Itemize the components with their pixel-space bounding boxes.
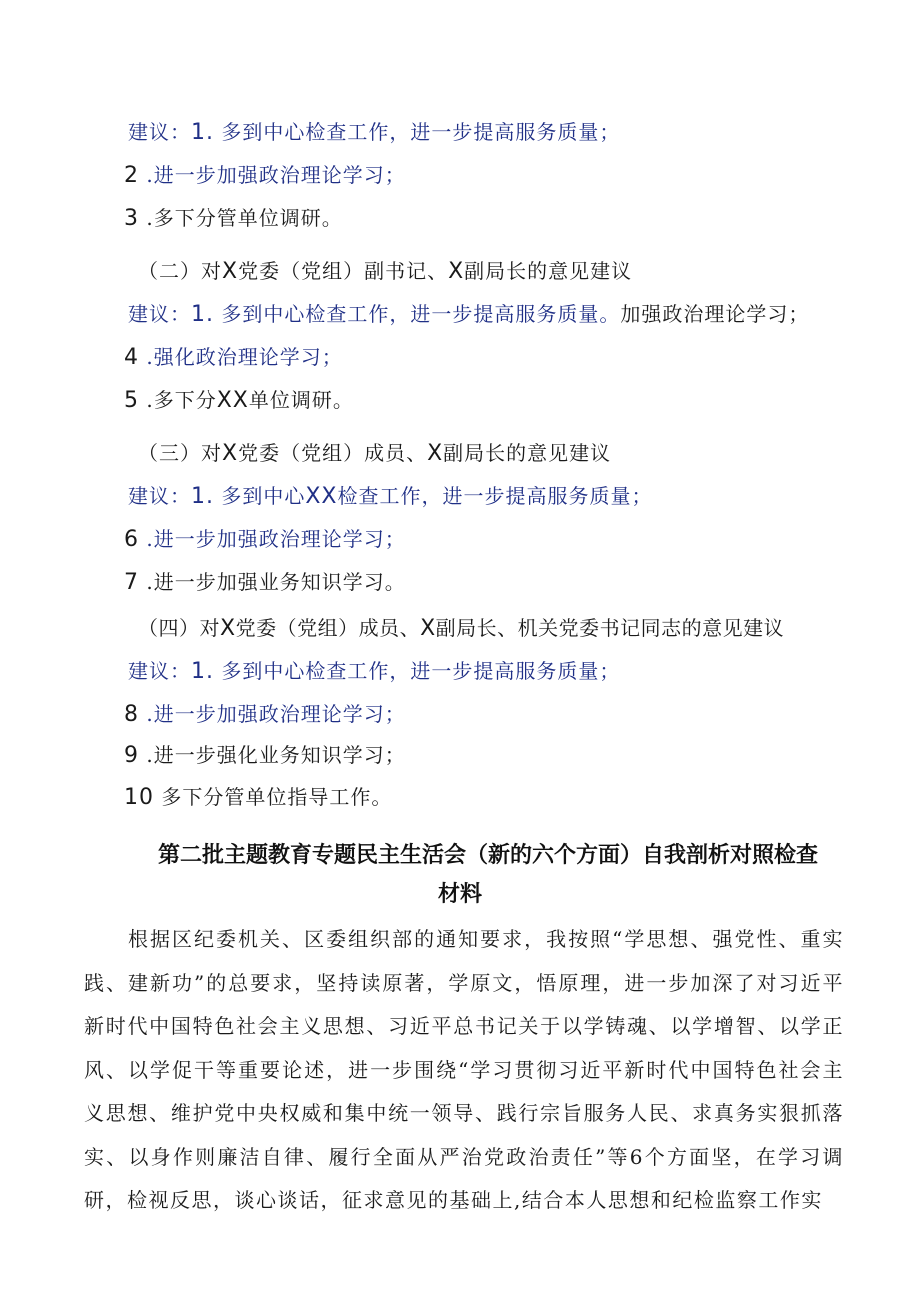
line-text: 多到中心检查工作，进一步提高服务质量；: [214, 659, 621, 683]
section-heading: [138, 439, 920, 468]
item-number: 4: [124, 345, 139, 370]
section-heading: [138, 257, 920, 286]
heading-part: 副局长、机关党委书记同志的意见建议: [435, 616, 785, 640]
suggestion-line: [124, 204, 920, 233]
heading-x: X: [427, 441, 444, 466]
line-text: 多到中心检查工作，进一步提高服务质量。: [214, 302, 621, 326]
line-text: .进一步加强政治理论学习；: [139, 527, 406, 551]
line-text: 多到中心检查工作，进一步提高服务质量；: [214, 120, 621, 144]
item-number: 1.: [191, 659, 214, 684]
heading-x: X: [222, 259, 239, 284]
line-text: 多下分管单位指导工作。: [154, 785, 393, 809]
line-prefix: 建议：: [128, 659, 191, 683]
suggestion-line: [124, 343, 920, 372]
line-text: .进一步强化业务知识学习；: [139, 743, 406, 767]
suggestion-line: [124, 525, 920, 554]
item-number: 10: [124, 785, 154, 810]
body-paragraph: 根据区纪委机关、区委组织部的通知要求，我按照“学思想、强党性、重实践、建新功”的总要求，坚持读原著，学原文，悟原理，进一步加深了对习近平新时代中国特色社会主义思想、习近平总书记关于以学铸魂、以学增智、以学正风、以学促干等重要论述，进一步围绕“学习贯彻习近平新时代中国特色社会主义思想、维护党中央权威和集中统一领导、践行宗旨服务人民、求真务实狠抓落实、以身作则廉洁自律、履行全面从严治党政治责任”等6个方面坚，在学习调研，检视反思，谈心谈话，征求意见的基础上,结合本人思想和纪检监察工作实: [84, 927, 844, 1212]
heading-part: 副局长的意见建议: [443, 441, 612, 465]
item-number: 9: [124, 743, 139, 768]
suggestion-line: [128, 300, 920, 329]
line-prefix: 建议：: [128, 484, 191, 508]
line-prefix: 建议：: [128, 302, 191, 326]
line-text: .多下分管单位调研。: [139, 206, 343, 230]
item-number: 1.: [191, 484, 214, 509]
suggestion-line: [128, 118, 920, 147]
heading-part: （二）对: [138, 259, 222, 283]
item-number: 3: [124, 206, 139, 231]
heading-x: X: [222, 441, 239, 466]
suggestion-line: [128, 657, 920, 686]
heading-x: X: [420, 616, 436, 641]
suggestion-line: [124, 783, 920, 812]
heading-part: （四）对: [138, 616, 220, 640]
line-prefix: 建议：: [128, 120, 191, 144]
item-number: 1.: [191, 302, 214, 327]
line-text: .进一步加强政治理论学习；: [139, 163, 406, 187]
suggestion-line: [124, 386, 920, 415]
line-text: .进一步加强业务知识学习。: [139, 570, 406, 594]
line-tail: 加强政治理论学习；: [620, 302, 810, 326]
line-text: 单位调研。: [248, 388, 354, 412]
item-number: 1.: [191, 120, 214, 145]
placeholder-xx: XX: [216, 388, 249, 413]
heading-part: 党委（党组）成员、: [238, 441, 428, 465]
document-title-line1: 第二批主题教育专题民主生活会（新的六个方面）自我剖析对照检查: [157, 843, 818, 868]
heading-part: （三）对: [138, 441, 222, 465]
item-number: 5: [124, 388, 139, 413]
line-text: 多到中心: [214, 484, 306, 508]
suggestion-line: [124, 741, 920, 770]
line-text: .进一步加强政治理论学习；: [139, 702, 406, 726]
heading-x: X: [220, 616, 236, 641]
heading-part: 党委（党组）副书记、: [238, 259, 449, 283]
section-heading: [138, 614, 920, 643]
item-number: 8: [124, 702, 139, 727]
heading-x: X: [448, 259, 465, 284]
document-title-line2: 材料: [437, 882, 482, 907]
line-text: .强化政治理论学习；: [139, 345, 343, 369]
item-number: 2: [124, 163, 139, 188]
placeholder-xx: XX: [305, 484, 338, 509]
suggestion-line: [128, 482, 920, 511]
suggestion-line: [124, 700, 920, 729]
item-number: 6: [124, 527, 139, 552]
suggestion-line: [124, 161, 920, 190]
heading-part: 党委（党组）成员、: [235, 616, 421, 640]
line-text: .多下分: [139, 388, 217, 412]
heading-part: 副局长的意见建议: [464, 259, 633, 283]
line-text: 检查工作，进一步提高服务质量；: [337, 484, 653, 508]
item-number: 7: [124, 570, 139, 595]
suggestion-line: [124, 568, 920, 597]
